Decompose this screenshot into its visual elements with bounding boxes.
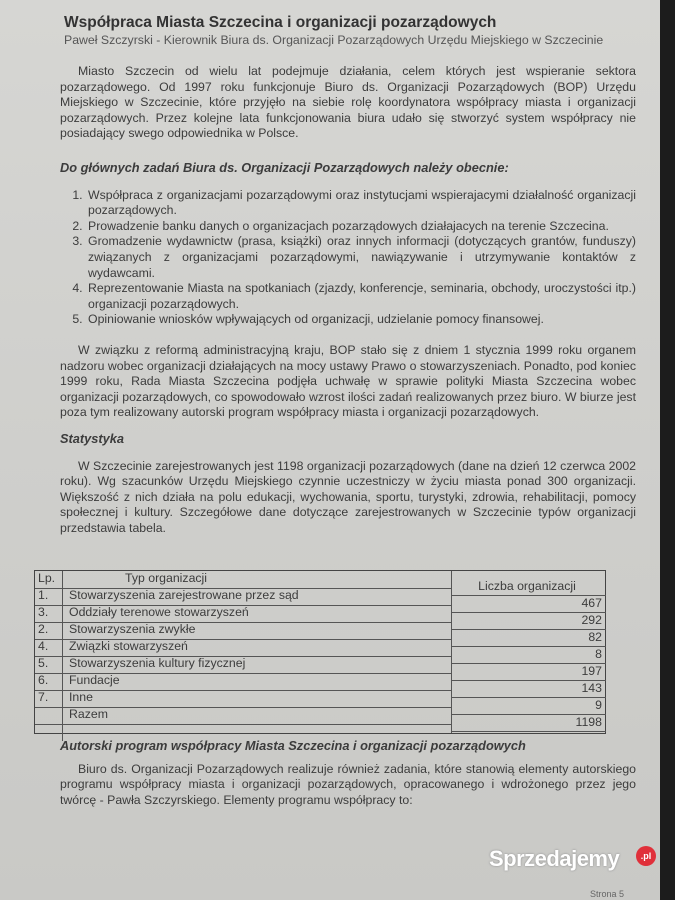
task-item: 1. Współpraca z organizacjami pozarządowymi oraz instytucjami wspierajacymi działalność organizacji pozarządowych. (86, 188, 636, 219)
count-cell: 292 (452, 613, 606, 630)
table-row (35, 605, 451, 623)
count-cell: 1198 (452, 715, 606, 732)
tasks-section (60, 160, 636, 328)
type-cell: Stowarzyszenia kultury fizycznej (69, 656, 246, 670)
lp-cell: 4. (35, 639, 63, 656)
lp-cell: 5. (35, 656, 63, 673)
watermark-badge: .pl (636, 846, 656, 866)
lp-cell: 7. (35, 690, 63, 707)
tasks-list (60, 188, 636, 328)
header-lp: Lp. (35, 571, 63, 588)
lp-cell-empty (35, 724, 63, 741)
lp-cell (35, 707, 63, 724)
table-row (35, 690, 451, 708)
stats-heading: Statystyka (60, 431, 125, 446)
type-cell: Oddziały terenowe stowarzyszeń (69, 605, 249, 619)
header-count: Liczba organizacji (452, 579, 606, 596)
stats-text: W Szczecinie zarejestrowanych jest 1198 organizacji pozarządowych (dane na dzień 12 czerwca 2002 roku). Wg szacunków Urzędu Miejskiego czynnie uczestniczy w życiu miasta ponad 300 organizacji. Większość z nich działa na polu edukacji, wychowania, sportu, turystyki, zdrowia, rehabilitacji, pomocy społecznej i kultury. Szczegółowe dane dotyczące zarejestrowanych w Szczecinie typów organizacji przedstawia tabela. (60, 458, 636, 535)
lp-cell: 2. (35, 622, 63, 639)
program-text: Biuro ds. Organizacji Pozarządowych realizuje również zadania, które stanowią elementy autorskiego programu współpracy miasta i organizacji pozarządowych, opracowanego i wdrożonego przez jego twórcę - Pawła Szczyrskiego. Elementy programu współpracy to: (60, 761, 636, 807)
watermark-logo: Sprzedajemy (489, 846, 620, 871)
count-cell: 82 (452, 630, 606, 647)
type-cell: Związki stowarzyszeń (69, 639, 188, 653)
tasks-heading: Do głównych zadań Biura ds. Organizacji Pozarządowych należy obecnie: (60, 160, 509, 175)
task-item: 4. Reprezentowanie Miasta na spotkaniach (zjazdy, konferencje, seminaria, obchody, uroczystości itp.) organizacji pozarządowych. (86, 281, 636, 312)
program-heading: Autorski program współpracy Miasta Szczecina i organizacji pozarządowych (60, 738, 526, 753)
intro-text: Miasto Szczecin od wielu lat podejmuje działania, celem których jest wspieranie sektora pozarządowego. Od 1997 roku funkcjonuje Biuro ds. Organizacji Pozarządowych (BOP) Urzędu Miejskiego w Szczecinie, które przyjęło na siebie rolę koordynatora współpracy miasta i organizacji pozarządowych. Przez kolejne lata funkcjonowania biura udało się stworzyć system współpracy nie posiadający swego odpowiednika w Polsce. (60, 64, 636, 141)
count-cell: 9 (452, 698, 606, 715)
header-type: Typ organizacji (125, 571, 208, 585)
type-cell: Fundacje (69, 673, 120, 687)
stats-section (60, 431, 636, 537)
type-cell: Razem (69, 707, 108, 721)
lp-cell: 3. (35, 605, 63, 622)
program-section (60, 738, 636, 808)
lp-cell: 1. (35, 588, 63, 605)
organizations-table (34, 570, 606, 734)
type-cell: Inne (69, 690, 93, 704)
table-row (35, 639, 451, 657)
lp-cell: 6. (35, 673, 63, 690)
reform-paragraph (60, 343, 636, 421)
type-cell: Stowarzyszenia zarejestrowane przez sąd (69, 588, 299, 602)
table-row (35, 707, 451, 725)
count-cell: 467 (452, 596, 606, 613)
intro-paragraph (60, 64, 636, 142)
document-title: Współpraca Miasta Szczecina i organizacji pozarządowych (64, 14, 497, 31)
count-cell: 197 (452, 664, 606, 681)
table-header-row (35, 571, 451, 589)
count-cell: 8 (452, 647, 606, 664)
task-item: 2. Prowadzenie banku danych o organizacjach pozarządowych działajacych na terenie Szczecina. (86, 219, 636, 235)
page-edge-shadow (660, 0, 675, 900)
table-row (35, 622, 451, 640)
count-cell: 143 (452, 681, 606, 698)
task-item: 3. Gromadzenie wydawnictw (prasa, książki) oraz innych informacji (dotyczących grantów, funduszy) związanych z organizacjami pozarządowymi, nawiązywanie i utrzymywanie kontaktów z wydawcami. (86, 234, 636, 281)
reform-text: W związku z reformą administracyjną kraju, BOP stało się z dniem 1 stycznia 1999 roku organem nadzoru wobec organizacji działających na mocy ustawy Prawo o stowarzyszeniach. Ponadto, pod koniec 1999 roku, Rada Miasta Szczecina podjęła uchwałę w sprawie polityki Miasta Szczecina wobec organizacji pozarządowych, co spowodowało wzrost ilości zadań realizowanych przez biuro. W biurze jest poza tym realizowany autorski program współpracy miasta i organizacji pozarządowych. (60, 343, 636, 420)
page-number: Strona 5 (590, 889, 625, 899)
table-row (35, 588, 451, 606)
table-row (35, 656, 451, 674)
document-author: Paweł Szczyrski - Kierownik Biura ds. Organizacji Pozarządowych Urzędu Miejskiego w Szczecinie (64, 33, 604, 47)
type-cell: Stowarzyszenia zwykłe (69, 622, 196, 636)
task-item: 5. Opiniowanie wniosków wpływających od organizacji, udzielanie pomocy finansowej. (86, 312, 636, 328)
count-column (451, 571, 606, 733)
table-row (35, 673, 451, 691)
